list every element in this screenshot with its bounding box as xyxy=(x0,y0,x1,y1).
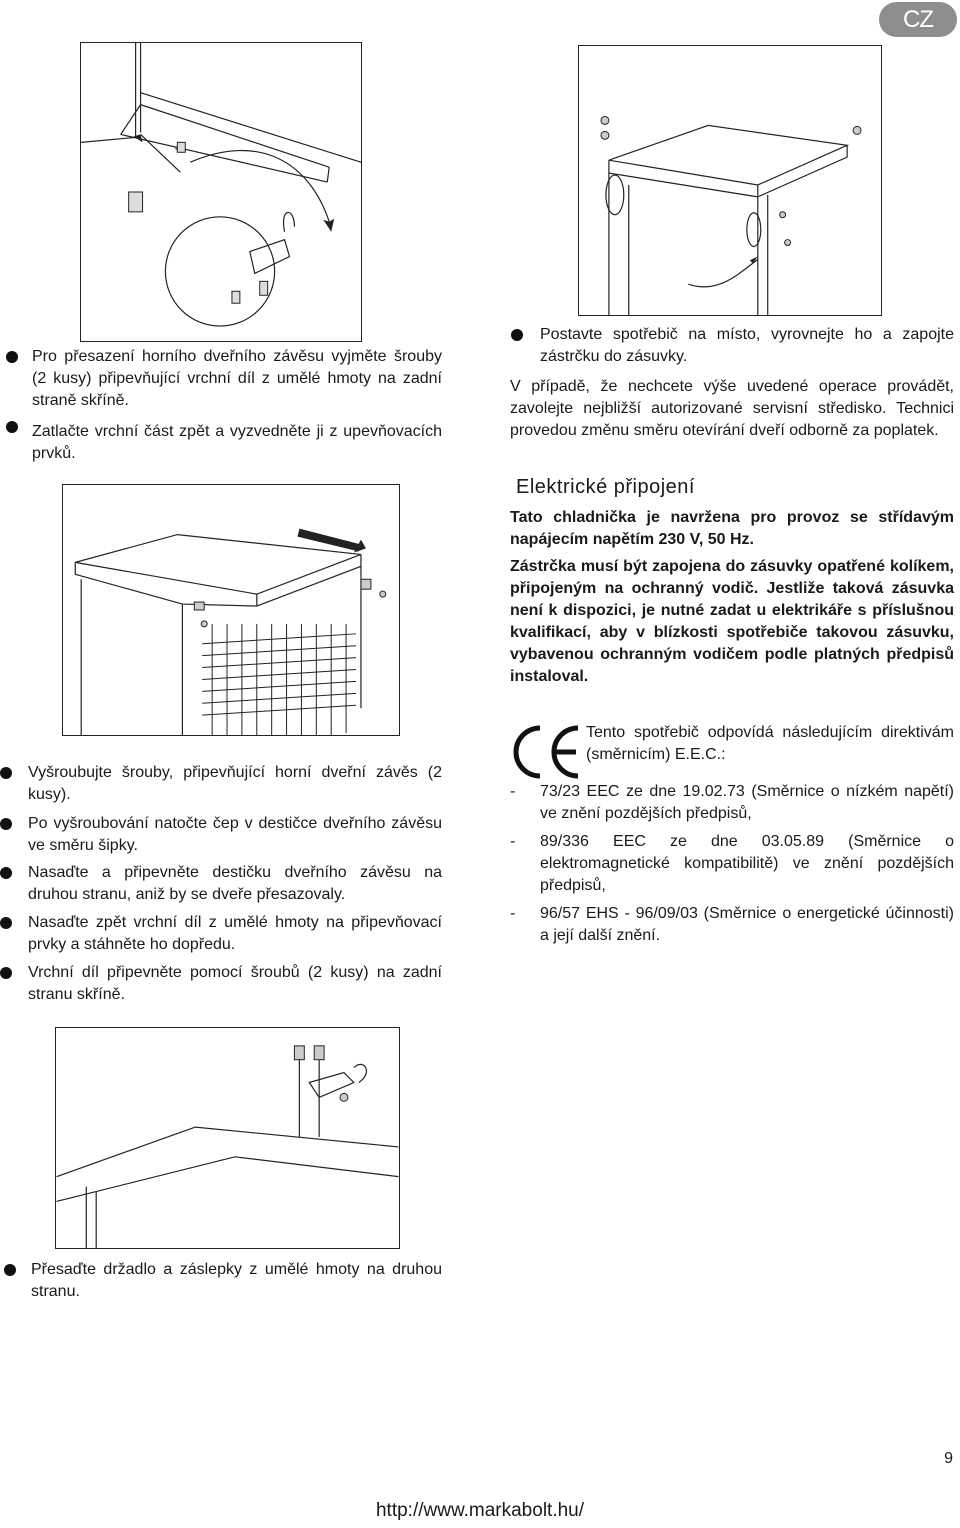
ce-mark-icon xyxy=(510,722,586,782)
bullet-dot xyxy=(0,867,12,879)
instruction-text: Po vyšroubování natočte čep v destičce dveřního závěsu ve směru šipky. xyxy=(28,815,442,854)
voltage-paragraph: Tato chladnička je navržena pro provoz se střídavým napájecím napětím 230 V, 50 Hz. xyxy=(510,509,954,548)
handle-figure xyxy=(55,1027,400,1249)
instruction-text: Nasaďte a připevněte destičku dveřního závěsu na druhou stranu, aniž by se dveře přesazovaly. xyxy=(28,864,442,903)
service-paragraph: V případě, že nechcete výše uvedené operace provádět, zavolejte nejbližší autorizované servisní středisko. Technici provedou změnu směru otevírání dveří odborně za poplatek. xyxy=(510,378,954,439)
bullet-dot xyxy=(4,1264,16,1276)
instruction-text: Přesaďte držadlo a záslepky z umělé hmoty na druhou stranu. xyxy=(31,1261,442,1300)
language-badge: CZ xyxy=(879,2,957,37)
footer-url[interactable]: http://www.markabolt.hu/ xyxy=(375,1500,585,1521)
instruction-text: Nasaďte zpět vrchní díl z umělé hmoty na připevňovací prvky a stáhněte ho dopředu. xyxy=(28,914,442,953)
section-heading: Elektrické připojení xyxy=(516,476,695,498)
grounding-paragraph: Zástrčka musí být zapojena do zásuvky opatřené kolíkem, připojeným na ochranný vodič. Jestliže taková zásuvka není k dispozici, je nutné zadat u elektrikáře s příslušnou kvalifikací, aby v blízkosti spotřebiče takovou zásuvku, vybavenou ochranným vodičem podle platných předpisů instaloval. xyxy=(510,558,954,685)
fridge-top-drawing xyxy=(579,46,881,315)
list-dash: - xyxy=(510,905,516,922)
instruction-text: Zatlačte vrchní část zpět a vyzvedněte ji z upevňovacích prvků. xyxy=(32,423,442,462)
instruction-text: Postavte spotřebič na místo, vyrovnejte ho a zapojte zástrčku do zásuvky. xyxy=(540,326,954,365)
bullet-dot xyxy=(6,351,18,363)
bullet-dot xyxy=(6,421,18,433)
directive-item: 96/57 EHS - 96/09/03 (Směrnice o energetické účinnosti) a její další znění. xyxy=(540,905,954,944)
page-number: 9 xyxy=(944,1450,953,1467)
list-dash: - xyxy=(510,783,516,800)
instruction-text: Vrchní díl připevněte pomocí šroubů (2 kusy) na zadní stranu skříně. xyxy=(28,964,442,1003)
handle-drawing xyxy=(56,1028,399,1248)
bullet-dot xyxy=(0,767,12,779)
bullet-dot xyxy=(511,329,523,341)
directive-item: 89/336 EEC ze dne 03.05.89 (Směrnice o elektromagnetické kompatibilitě) ve znění pozdějších předpisů, xyxy=(540,833,954,894)
hinge-removal-drawing xyxy=(81,43,361,341)
bullet-dot xyxy=(0,917,12,929)
fridge-back-figure xyxy=(62,484,400,736)
bullet-dot xyxy=(0,967,12,979)
instruction-text: Pro přesazení horního dveřního závěsu vyjměte šrouby (2 kusy) připevňující vrchní díl z umělé hmoty na zadní straně skříně. xyxy=(32,348,442,409)
fridge-top-figure xyxy=(578,45,882,316)
directive-item: 73/23 EEC ze dne 19.02.73 (Směrnice o nízkém napětí) ve znění pozdějších předpisů, xyxy=(540,783,954,822)
ce-statement: Tento spotřebič odpovídá následujícím direktivám (směrnicím) E.E.C.: xyxy=(586,724,954,763)
bullet-dot xyxy=(0,818,12,830)
hinge-removal-figure xyxy=(80,42,362,342)
instruction-text: Vyšroubujte šrouby, připevňující horní dveřní závěs (2 kusy). xyxy=(28,764,442,803)
list-dash: - xyxy=(510,833,516,850)
fridge-back-drawing xyxy=(63,485,399,735)
